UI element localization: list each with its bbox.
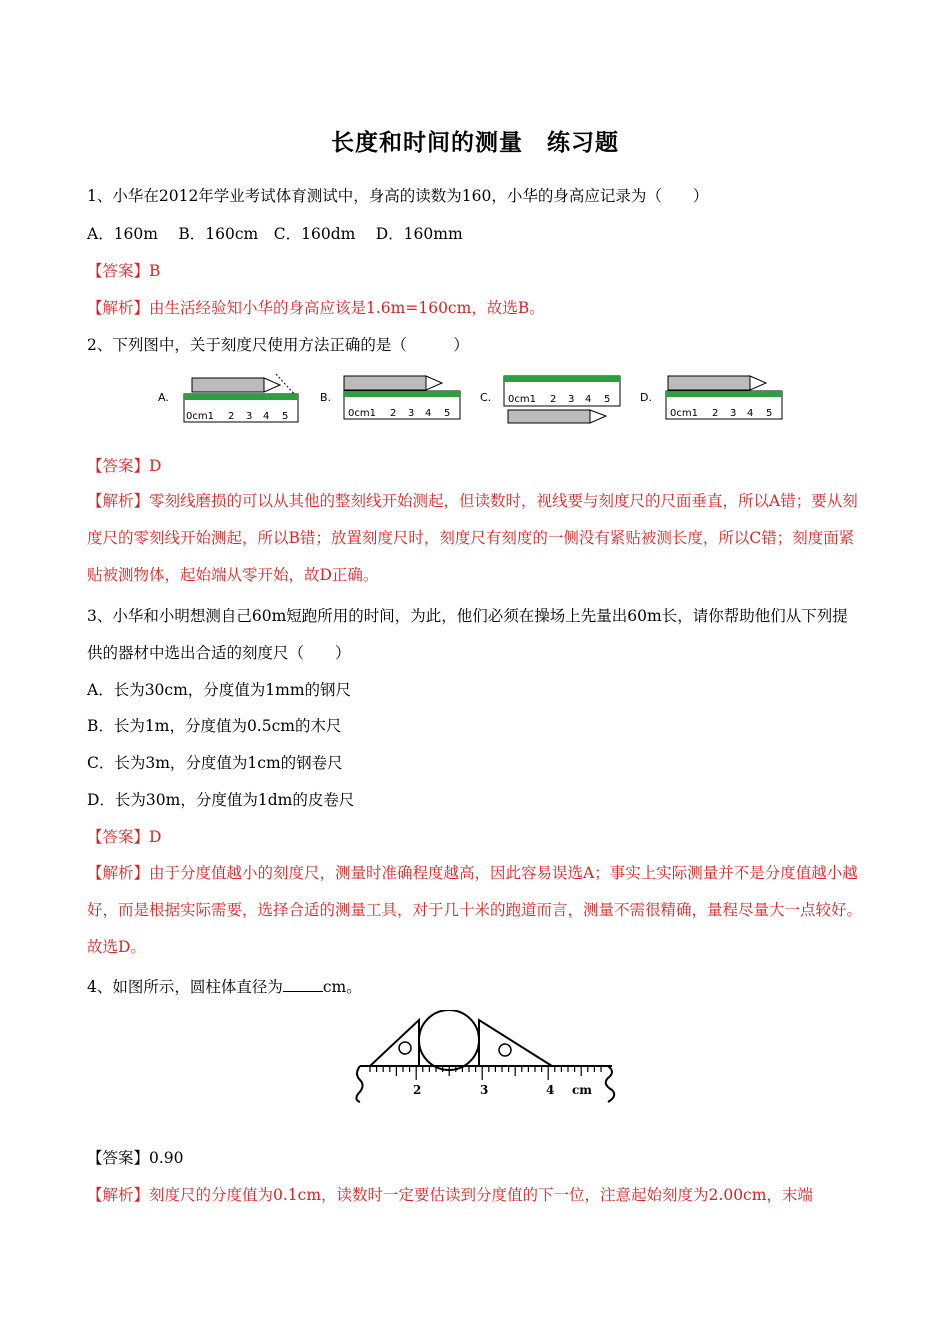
analysis-tag: 【解析】 <box>87 299 150 317</box>
answer-value: B <box>149 262 161 280</box>
svg-text:0cm1: 0cm1 <box>508 394 536 405</box>
svg-text:5: 5 <box>444 408 451 419</box>
svg-text:2: 2 <box>228 411 235 422</box>
svg-text:3: 3 <box>408 408 415 419</box>
q3-option-d: D．长为30m，分度值为1dm的皮卷尺 <box>87 791 355 809</box>
q3-option-c: C．长为3m，分度值为1cm的钢卷尺 <box>87 754 343 772</box>
q3-option-a: A．长为30cm，分度值为1mm的钢尺 <box>87 681 352 699</box>
analysis-text: 零刻线磨损的可以从其他的整刻线开始测起，但读数时，视线要与刻度尺的尺面垂直，所以A错；要从刻度尺的零刻线开始测起，所以B错；放置刻度尺时，刻度尺有刻度的一侧没有紧贴被测长度，所以C错；刻度面紧贴被测物体，起始端从零开始，故D正确。 <box>87 492 858 584</box>
q3-option-b: B．长为1m，分度值为0.5cm的木尺 <box>87 717 342 735</box>
figure-label-a: A. <box>158 391 169 404</box>
figure-label-b: B. <box>320 391 332 404</box>
ruler-label-3: 3 <box>480 1083 489 1097</box>
svg-text:4: 4 <box>425 408 432 419</box>
q1-analysis <box>87 298 545 318</box>
q2-analysis <box>87 483 863 594</box>
q1-answer <box>87 261 160 281</box>
q3-analysis <box>87 855 863 966</box>
q1-stem: 1、小华在2012年学业考试体育测试中，身高的读数为160，小华的身高应记录为（ ） <box>87 187 709 205</box>
svg-text:0cm1: 0cm1 <box>670 408 698 419</box>
answer-tag: 【答案】 <box>87 828 150 846</box>
page-title: 长度和时间的测量 练习题 <box>331 130 619 156</box>
answer-tag: 【答案】 <box>87 1149 150 1167</box>
analysis-tag: 【解析】 <box>87 1186 150 1204</box>
ruler-label-2: 2 <box>413 1083 422 1097</box>
svg-text:2: 2 <box>390 408 397 419</box>
q1-options: A．160m B．160cm C．160dm D．160mm <box>87 225 463 243</box>
svg-text:3: 3 <box>246 411 253 422</box>
svg-text:2: 2 <box>712 408 719 419</box>
analysis-text: 由生活经验知小华的身高应该是1.6m=160cm，故选B。 <box>149 299 545 317</box>
ruler-label-4: 4 <box>546 1083 555 1097</box>
cylinder-diameter-figure <box>350 1010 630 1110</box>
svg-text:2: 2 <box>550 394 557 405</box>
ruler-label-cm: cm <box>572 1083 593 1097</box>
q3-stem: 3、小华和小明想测自己60m短跑所用的时间，为此，他们必须在操场上先量出60m长，请你帮助他们从下列提供的器材中选出合适的刻度尺（ ） <box>87 607 848 662</box>
q2-answer <box>87 456 161 476</box>
answer-blank <box>283 977 323 992</box>
q4-analysis <box>87 1185 813 1205</box>
svg-text:3: 3 <box>730 408 737 419</box>
svg-text:4: 4 <box>585 394 592 405</box>
svg-text:5: 5 <box>604 394 611 405</box>
svg-text:5: 5 <box>282 411 289 422</box>
svg-text:4: 4 <box>747 408 754 419</box>
q4-stem: 4、如图所示，圆柱体直径为 cm。 <box>87 978 362 996</box>
answer-value: 0.90 <box>149 1149 184 1167</box>
analysis-tag: 【解析】 <box>87 864 150 882</box>
svg-text:0cm1: 0cm1 <box>186 411 214 422</box>
analysis-text: 由于分度值越小的刻度尺，测量时准确程度越高，因此容易误选A；事实上实际测量并不是分度值越小越好，而是根据实际需要，选择合适的测量工具，对于几十米的跑道而言，测量不需很精确，量程尽量大一点较好。故选D。 <box>87 864 863 956</box>
figure-label-c: C. <box>480 391 492 404</box>
answer-value: D <box>149 828 162 846</box>
svg-text:5: 5 <box>766 408 773 419</box>
answer-value: D <box>149 457 162 475</box>
q2-stem: 2、下列图中，关于刻度尺使用方法正确的是（ ） <box>87 336 469 354</box>
analysis-tag: 【解析】 <box>87 492 150 510</box>
svg-text:4: 4 <box>263 411 270 422</box>
analysis-text: 刻度尺的分度值为0.1cm，读数时一定要估读到分度值的下一位，注意起始刻度为2.00cm，末端 <box>149 1186 813 1204</box>
svg-text:3: 3 <box>568 394 575 405</box>
svg-text:0cm1: 0cm1 <box>348 408 376 419</box>
q4-answer <box>87 1148 184 1168</box>
ruler-usage-figure <box>150 366 790 430</box>
figure-label-d: D. <box>640 391 652 404</box>
answer-tag: 【答案】 <box>87 457 150 475</box>
answer-tag: 【答案】 <box>87 262 150 280</box>
q3-answer <box>87 827 161 847</box>
